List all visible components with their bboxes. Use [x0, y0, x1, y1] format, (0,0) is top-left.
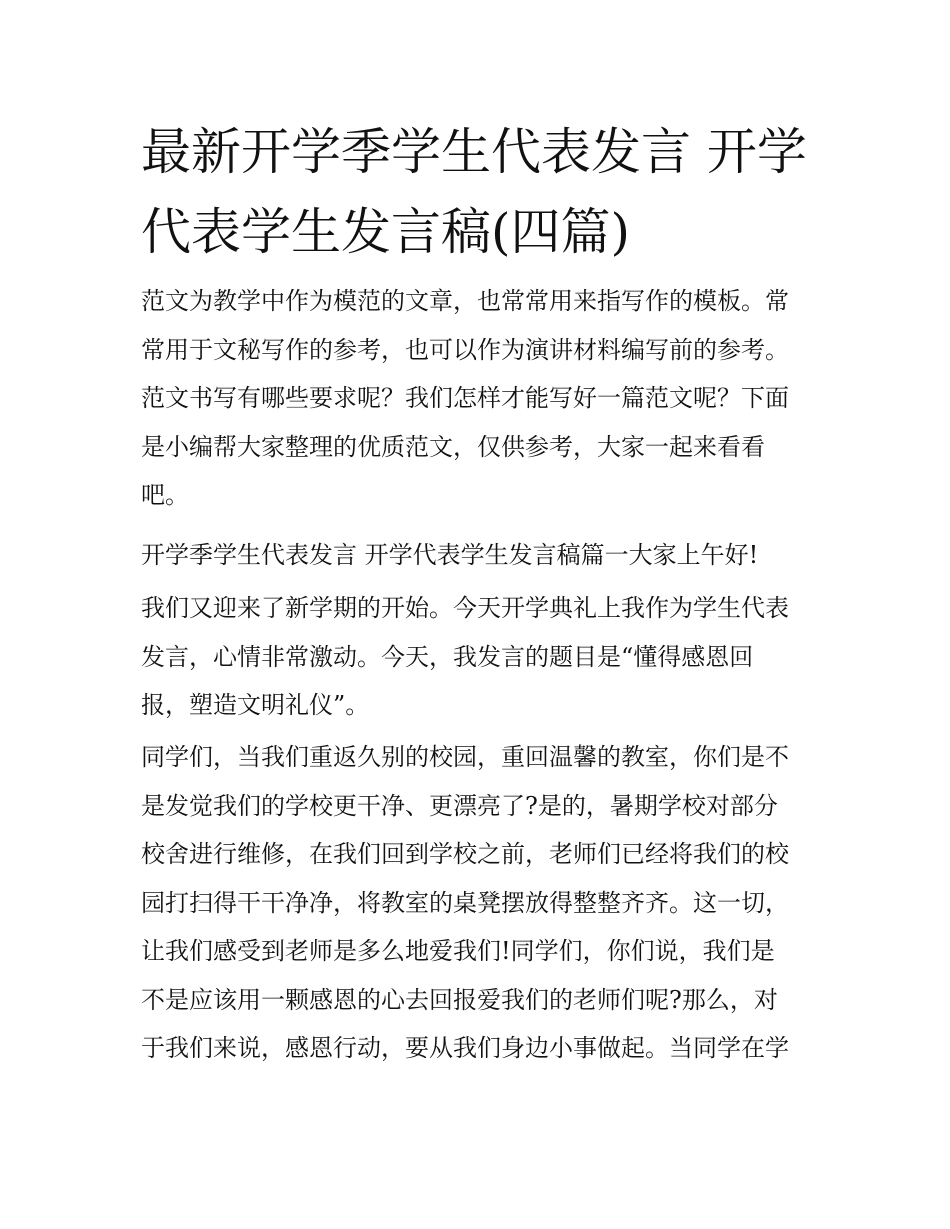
paragraph-line: 我们又迎来了新学期的开始。今天开学典礼上我作为学生代表 — [141, 594, 789, 622]
paragraph-line: 发言，心情非常激动。今天，我发言的题目是“懂得感恩回 — [141, 642, 754, 671]
paragraph-line: 是发觉我们的学校更干净、更漂亮了?是的，暑期学校对部分 — [141, 791, 778, 820]
paragraph-line: 是小编帮大家整理的优质范文，仅供参考，大家一起来看看 — [141, 432, 765, 461]
document-title — [141, 112, 821, 272]
paragraph-line: 校舍进行维修，在我们回到学校之前，老师们已经将我们的校 — [141, 840, 789, 868]
paragraph-line: 吧。 — [141, 481, 189, 509]
paragraph-line: 园打扫得干干净净，将教室的桌凳摆放得整整齐齐。这一切， — [141, 888, 789, 917]
paragraph-line: 开学季学生代表发言 开学代表学生发言稿篇一大家上午好! — [141, 541, 759, 569]
paragraph-line: 常用于文秘写作的参考，也可以作为演讲材料编写前的参考。 — [141, 335, 789, 364]
title-line: 代表学生发言稿(四篇) — [141, 203, 631, 261]
paragraph-section-heading — [141, 531, 821, 580]
paragraph-line: 报，塑造文明礼仪”。 — [141, 691, 370, 719]
paragraph-body — [141, 733, 821, 1073]
paragraph-line: 于我们来说，感恩行动，要从我们身边小事做起。当同学在学 — [141, 1034, 789, 1062]
paragraph-line: 让我们感受到老师是多么地爱我们!同学们，你们说，我们是 — [141, 937, 775, 965]
paragraph-line: 同学们，当我们重返久别的校园，重回温馨的教室，你们是不 — [141, 743, 789, 771]
title-line: 最新开学季学生代表发言 开学 — [141, 123, 807, 181]
paragraph-line: 范文为教学中作为模范的文章，也常常用来指写作的模板。常 — [141, 287, 789, 315]
paragraph-line: 范文书写有哪些要求呢？我们怎样才能写好一篇范文呢？下面 — [141, 384, 789, 412]
paragraph-opening — [141, 584, 821, 730]
paragraph-intro — [141, 277, 821, 520]
paragraph-line: 不是应该用一颗感恩的心去回报爱我们的老师们呢?那么，对 — [141, 985, 778, 1014]
